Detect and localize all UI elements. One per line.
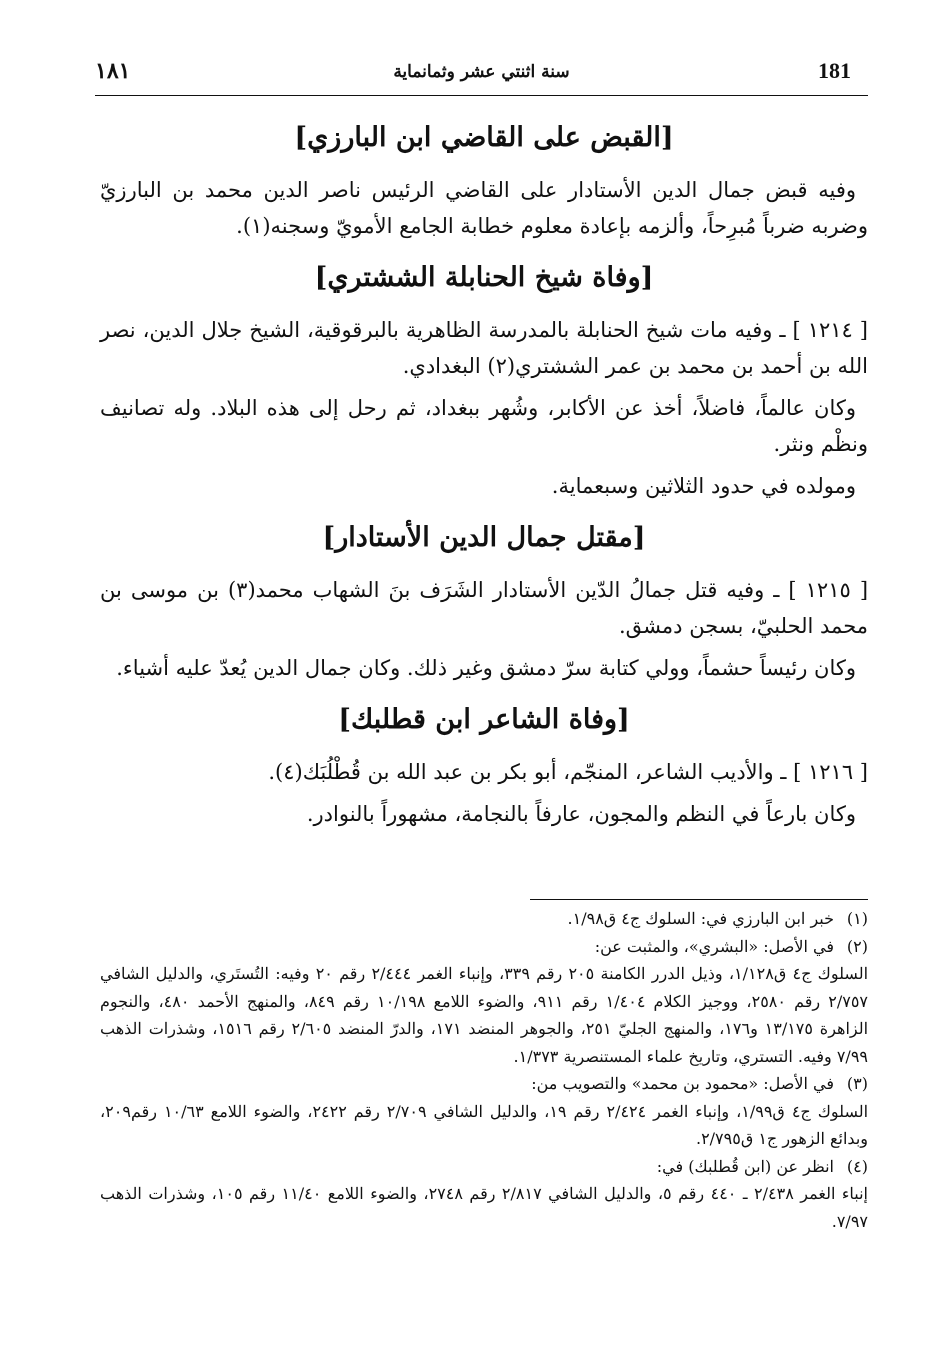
section-killing-jamal-aldin: [100, 518, 868, 686]
paragraph: ومولده في حدود الثلاثين وسبعماية.: [551, 474, 856, 498]
footnote-number: (٢): [846, 936, 868, 956]
paragraph: وكان بارعاً في النظم والمجون، عارفاً بالنجامة، مشهوراً بالنوادر.: [306, 802, 856, 826]
footnote-lead: خبر ابن البارزي في: السلوك ج٤ ق١/٩٨.: [567, 909, 834, 928]
page-number-arabic: ١٨١: [95, 58, 131, 84]
entry-paragraph: [ ١٢١٦ ] ـ والأديب الشاعر، المنجّم، أبو بكر بن عبد الله بن قُطْلُبَك(٤).: [268, 760, 868, 784]
footnote-lead: في الأصل: «البشري»، والمثبت عن:: [594, 936, 834, 956]
running-title: سنة اثنتي عشر وثمانماية: [393, 62, 570, 82]
section-heading: [وفاة شيخ الحنابلة الششتري]: [314, 262, 654, 293]
section-heading: [وفاة الشاعر ابن قطلبك]: [338, 704, 630, 735]
section-death-ibn-qutlubak: [100, 700, 868, 832]
footnote-lead: انظر عن (ابن قُطلبك) في:: [656, 1156, 834, 1176]
paragraph: وفيه قبض جمال الدين الأستادار على القاضي الرئيس ناصر الدين محمد بن البارزيّ وضربه ضرباً مُبرِحاً، وألزمه بإعادة معلوم خطابة الجامع الأمويّ وسجنه(١).: [100, 178, 868, 238]
footnote-1: [100, 905, 868, 933]
footnote-number: (٣): [846, 1074, 868, 1093]
footnote-number: (٤): [846, 1156, 868, 1176]
entry-paragraph: [ ١٢١٥ ] ـ وفيه قتل جمالُ الدّين الأستادار الشَرَف بنَ الشهاب محمد(٣) بن موسى بن محمد الحلبيّ، بسجن دمشق.: [100, 578, 869, 638]
paragraph: وكان رئيساً حشماً، وولي كتابة سرّ دمشق وغير ذلك. وكان جمال الدين يُعدّ عليه أشياء.: [116, 656, 856, 680]
footnote-rule: [530, 899, 868, 900]
entry-paragraph: [ ١٢١٤ ] ـ وفيه مات شيخ الحنابلة بالمدرسة الظاهرية بالبرقوقية، الشيخ جلال الدين، نصر الله بن أحمد بن محمد بن عمر الششتري(٢) البغدادي.: [100, 318, 868, 378]
footnote-4: [100, 1153, 868, 1236]
section-death-shushtari: [100, 258, 868, 504]
section-heading: [القبض على القاضي ابن البارزي]: [294, 122, 674, 153]
main-text: [100, 118, 868, 846]
section-arrest-ibn-albarizi: [100, 118, 868, 244]
footnote-3: [100, 1070, 868, 1153]
footnote-2: [100, 933, 868, 1071]
header-rule: [95, 95, 868, 96]
footnote-body: السلوك ج٤ ق١/١٢٨، وذيل الدرر الكامنة ٢٠٥ رقم ٣٣٩، وإنباء الغمر ٢/٤٤٤ رقم ٢٠ وفيه: التُستَري، والدليل الشافي ٢/٧٥٧ رقم ٢٥٨٠، ووجيز الكلام ١/٤٠٤ رقم ٩١١، والضوء اللامع ١٠/١٩٨ رقم ٨٤٩، والمنهج الأحمد ٤٨٠، والنجوم الزاهرة ١٣/١٧٥ و١٧٦، والمنهج الجليّ ٢٥١، والجوهر المنضد ١٧١، والدرّ المنضد ٢/٦٠٥ رقم ١٥١٦، وشذرات الذهب ٧/٩٩ وفيه. التستري، وتاريخ علماء المستنصرية ١/٣٧٣.: [100, 964, 869, 1066]
page-header: [95, 58, 868, 92]
footnote-number: (١): [846, 909, 868, 928]
footnote-body: السلوك ج٤ ق١/٩٩، وإنباء الغمر ٢/٤٢٤ رقم ١٩، والدليل الشافي ٢/٧٠٩ رقم ٢٤٢٢، والضوء اللامع ١٠/٦٣ رقم٢٠٩، وبدائع الزهور ج١ ق٢/٧٩٥.: [100, 1101, 869, 1148]
footnotes: [100, 905, 868, 1235]
footnote-body: إنباء الغمر ٢/٤٣٨ ـ ٤٤٠ رقم ٥، والدليل الشافي ٢/٨١٧ رقم ٢٧٤٨، والضوء اللامع ١١/٤٠ رقم ١٠٥، وشذرات الذهب ٧/٩٧.: [100, 1184, 868, 1231]
page-number-latin: 181: [818, 58, 851, 83]
paragraph: وكان عالماً، فاضلاً، أخذ عن الأكابر، وشُهر ببغداد، ثم رحل إلى هذه البلاد. وله تصانيف ونظْم ونثر.: [100, 396, 868, 456]
section-heading: [مقتل جمال الدين الأستادار]: [322, 522, 646, 553]
footnote-lead: في الأصل: «محمود بن محمد» والتصويب من:: [531, 1074, 834, 1093]
